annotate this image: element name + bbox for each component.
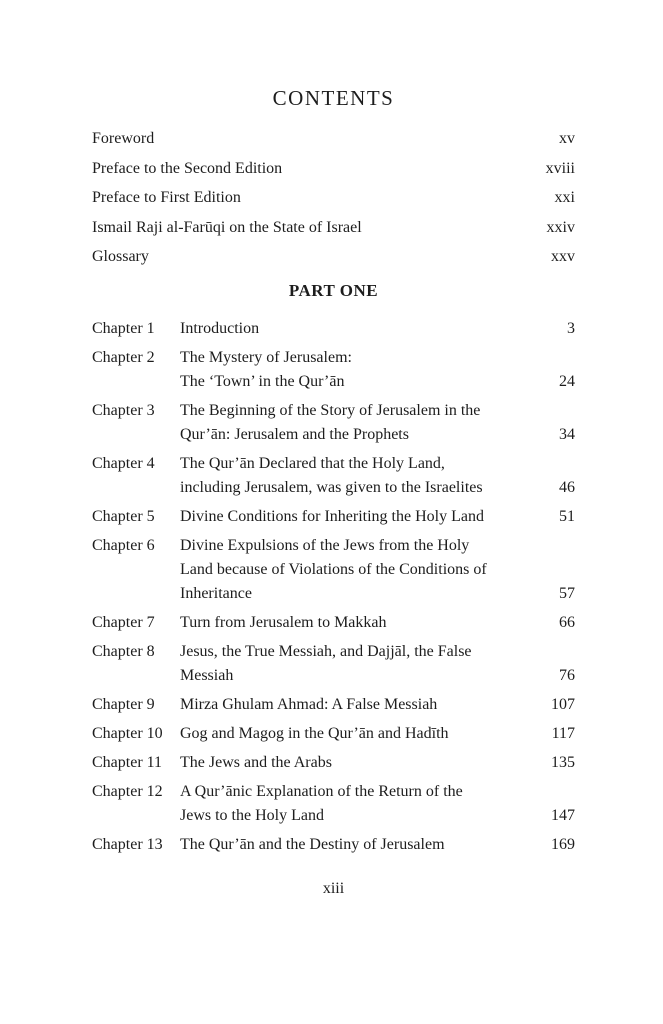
chapter-title-line: Messiah — [180, 667, 234, 684]
entry-page-number: xxv — [551, 248, 575, 265]
chapter-title — [180, 346, 539, 394]
front-matter-list — [92, 127, 575, 269]
chapter-page-number: 57 — [559, 585, 575, 602]
chapter-title — [180, 611, 539, 635]
chapter-entry — [92, 346, 575, 394]
chapter-title — [180, 452, 539, 500]
chapter-entry — [92, 399, 575, 447]
chapter-title-line: A Qur’ānic Explanation of the Return of the — [180, 783, 463, 800]
chapter-title-line: The ‘Town’ in the Qur’ān — [180, 373, 345, 390]
front-matter-entry — [92, 245, 575, 269]
chapter-title — [180, 780, 539, 828]
chapter-page-number: 117 — [551, 725, 575, 742]
part-heading: PART ONE — [288, 281, 379, 300]
chapter-title-line: The Mystery of Jerusalem: — [180, 349, 352, 366]
chapter-label: Chapter 5 — [92, 508, 155, 525]
page-content — [92, 0, 575, 901]
chapter-page-number: 76 — [559, 667, 575, 684]
chapter-title-line: The Qur’ān Declared that the Holy Land, — [180, 455, 445, 472]
chapter-label: Chapter 7 — [92, 614, 155, 631]
chapter-entry — [92, 693, 575, 717]
chapter-entry — [92, 317, 575, 341]
chapter-entry — [92, 751, 575, 775]
chapter-entry — [92, 534, 575, 606]
chapter-title — [180, 317, 539, 341]
chapter-entry — [92, 452, 575, 500]
chapter-title-line: The Qur’ān and the Destiny of Jerusalem — [180, 836, 445, 853]
chapter-label: Chapter 3 — [92, 402, 155, 419]
chapter-title-line: Gog and Magog in the Qur’ān and Hadīth — [180, 725, 449, 742]
chapter-title-line: The Jews and the Arabs — [180, 754, 332, 771]
chapter-entry — [92, 505, 575, 529]
chapter-title-line: Turn from Jerusalem to Makkah — [180, 614, 387, 631]
chapter-page-number: 147 — [551, 807, 575, 824]
chapter-title — [180, 505, 539, 529]
entry-title: Foreword — [92, 130, 155, 147]
chapter-page-number: 107 — [551, 696, 575, 713]
chapter-title-line: Jesus, the True Messiah, and Dajjāl, the False — [180, 643, 472, 660]
chapter-label: Chapter 10 — [92, 725, 163, 742]
chapter-title-line: Qur’ān: Jerusalem and the Prophets — [180, 426, 409, 443]
chapter-title — [180, 640, 539, 688]
chapter-title — [180, 722, 539, 746]
chapter-page-number: 46 — [559, 479, 575, 496]
chapter-title — [180, 751, 539, 775]
entry-page-number: xxiv — [546, 218, 575, 236]
chapter-list — [92, 317, 575, 857]
entry-title: Preface to the Second Edition — [92, 159, 283, 177]
chapter-page-number: 34 — [559, 426, 575, 443]
front-matter-entry — [92, 157, 575, 181]
chapter-page-number: 51 — [559, 508, 575, 525]
page-title: CONTENTS — [272, 86, 395, 110]
chapter-label: Chapter 4 — [92, 455, 155, 472]
chapter-title-line: Divine Conditions for Inheriting the Holy Land — [180, 508, 484, 525]
chapter-entry — [92, 833, 575, 857]
chapter-title — [180, 399, 539, 447]
front-matter-entry — [92, 216, 575, 240]
entry-title: Preface to First Edition — [92, 189, 241, 206]
chapter-entry — [92, 611, 575, 635]
chapter-label: Chapter 6 — [92, 537, 155, 554]
chapter-title — [180, 534, 539, 606]
chapter-title-line: Divine Expulsions of the Jews from the Holy — [180, 537, 470, 554]
chapter-page-number: 135 — [551, 754, 575, 771]
chapter-entry — [92, 780, 575, 828]
chapter-page-number: 3 — [567, 320, 575, 337]
chapter-title-line: Introduction — [180, 320, 260, 337]
chapter-label: Chapter 13 — [92, 836, 163, 853]
entry-page-number: xviii — [545, 159, 575, 177]
chapter-title-line: Mirza Ghulam Ahmad: A False Messiah — [180, 696, 438, 713]
page-number-folio: xiii — [322, 880, 345, 897]
chapter-label: Chapter 12 — [92, 783, 163, 800]
entry-page-number: xxi — [554, 189, 575, 206]
chapter-title — [180, 833, 539, 857]
entry-page-number: xv — [559, 130, 575, 147]
chapter-title-line: Land because of Violations of the Conditions of — [180, 561, 487, 578]
entry-title: Ismail Raji al-Farūqi on the State of Israel — [92, 218, 362, 236]
chapter-title-line: The Beginning of the Story of Jerusalem in the — [180, 402, 481, 419]
chapter-entry — [92, 722, 575, 746]
entry-title: Glossary — [92, 248, 149, 265]
chapter-label: Chapter 2 — [92, 349, 155, 366]
front-matter-entry — [92, 127, 575, 151]
chapter-label: Chapter 9 — [92, 696, 155, 713]
chapter-label: Chapter 11 — [92, 754, 163, 771]
chapter-title-line: including Jerusalem, was given to the Israelites — [180, 479, 483, 496]
front-matter-entry — [92, 186, 575, 210]
chapter-label: Chapter 1 — [92, 320, 155, 337]
chapter-label: Chapter 8 — [92, 643, 155, 660]
chapter-entry — [92, 640, 575, 688]
chapter-page-number: 24 — [559, 373, 575, 390]
chapter-title — [180, 693, 539, 717]
chapter-page-number: 169 — [551, 836, 575, 853]
chapter-title-line: Jews to the Holy Land — [180, 807, 324, 824]
chapter-title-line: Inheritance — [180, 585, 252, 602]
chapter-page-number: 66 — [559, 614, 575, 631]
